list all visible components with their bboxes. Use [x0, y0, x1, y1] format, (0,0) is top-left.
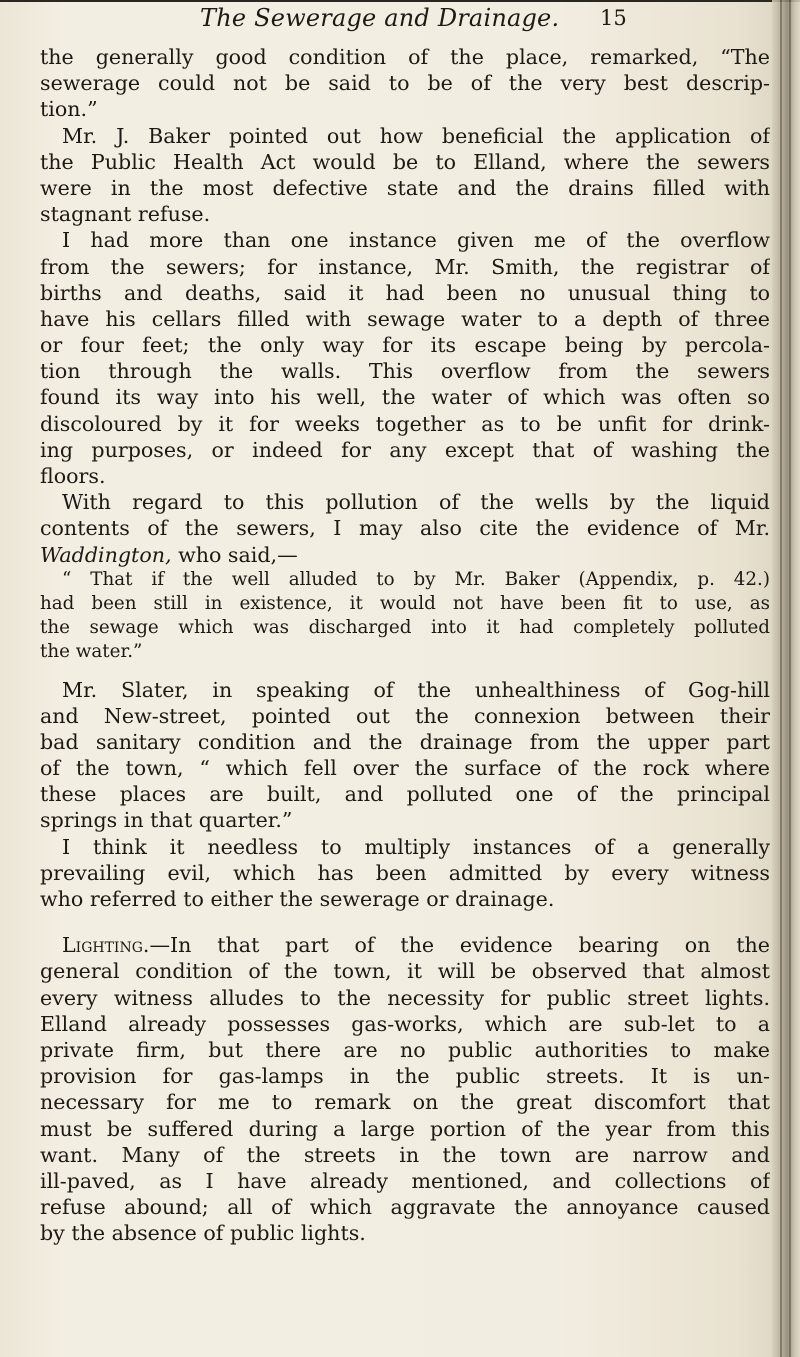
text-line: the water.”: [40, 641, 143, 663]
paragraph-2: [40, 123, 770, 228]
text-line: tion through the walls. This overflow from the sewers: [40, 359, 770, 384]
text-line: Elland already possesses gas-works, which are sub-let to a: [40, 1011, 770, 1036]
text-line: refuse abound; all of which aggravate the annoyance caused: [40, 1195, 770, 1220]
text-line: bad sanitary condition and the drainage from the upper part: [40, 729, 770, 754]
text-line: these places are built, and polluted one of the principal: [40, 782, 770, 807]
text-line: Mr. Slater, in speaking of the unhealthiness of Gog-hill: [62, 677, 770, 702]
paragraph-5: [40, 677, 770, 834]
text-line: from the sewers; for instance, Mr. Smith, the registrar of: [40, 254, 770, 279]
paragraph-3: [40, 227, 770, 489]
text-line: found its way into his well, the water of which was often so: [40, 385, 770, 410]
text-line: necessary for me to remark on the great discomfort that: [40, 1090, 770, 1115]
text-line: had been still in existence, it would not have been fit to use, as: [40, 592, 770, 614]
text-line: private firm, but there are no public authorities to make: [40, 1037, 770, 1062]
spine-line: [780, 0, 782, 1357]
text-line: Mr. J. Baker pointed out how beneficial the application of: [62, 123, 770, 148]
text-line: contents of the sewers, I may also cite the evidence of Mr.: [40, 516, 770, 541]
text-line: the Public Health Act would be to Elland, where the sewers: [40, 149, 770, 174]
text-line: [40, 932, 770, 958]
running-head: [40, 4, 770, 38]
body-text: [40, 44, 770, 1246]
text-line: general condition of the town, it will be observed that almost: [40, 959, 770, 984]
spacer: [40, 912, 770, 932]
text-line: want. Many of the streets in the town are narrow and: [40, 1142, 770, 1167]
text-line: tion.”: [40, 97, 98, 122]
text-line: or four feet; the only way for its escape being by percola-: [40, 333, 770, 358]
text-line: prevailing evil, which has been admitted by every witness: [40, 860, 770, 885]
text-line: have his cellars filled with sewage water to a depth of three: [40, 306, 770, 331]
text-line: I think it needless to multiply instances of a generally: [62, 834, 770, 859]
text-line: the sewage which was discharged into it had completely polluted: [40, 617, 770, 639]
paragraph-lighting: [40, 932, 770, 1246]
text-line: [40, 542, 770, 568]
text-line: every witness alludes to the necessity for public street lights.: [40, 985, 770, 1010]
text-line: With regard to this pollution of the wells by the liquid: [62, 490, 770, 515]
text-line: and New-street, pointed out the connexion between their: [40, 703, 770, 728]
text-line: births and deaths, said it had been no unusual thing to: [40, 280, 770, 305]
running-title: The Sewerage and Drainage.: [200, 4, 560, 32]
text-line: stagnant refuse.: [40, 202, 211, 227]
paragraph-4: [40, 489, 770, 568]
text-line: ing purposes, or indeed for any except that of washing the: [40, 437, 770, 462]
text-line: sewerage could not be said to be of the very best descrip-: [40, 71, 770, 96]
paragraph-1: [40, 44, 770, 123]
text-line: the generally good condition of the place, remarked, “The: [40, 45, 770, 69]
spine-line: [789, 0, 791, 1357]
top-rule: [0, 0, 800, 2]
section-heading-lighting: Lighting.: [62, 933, 150, 958]
text-line: must be suffered during a large portion of the year from this: [40, 1116, 770, 1141]
text-line: provision for gas-lamps in the public streets. It is un-: [40, 1064, 770, 1089]
text-line: of the town, “ which fell over the surface of the rock where: [40, 756, 770, 781]
text-line: springs in that quarter.”: [40, 808, 293, 833]
text-line: by the absence of public lights.: [40, 1221, 366, 1246]
text-line: “ That if the well alluded to by Mr. Baker (Appendix, p. 42.): [62, 568, 770, 590]
witness-name: Waddington,: [40, 542, 172, 567]
spacer: [40, 665, 770, 677]
text-line: discoloured by it for weeks together as to be unfit for drink-: [40, 411, 770, 436]
text-fragment: —In that part of the evidence bearing on the: [149, 933, 770, 958]
text-line: were in the most defective state and the drains filled with: [40, 175, 770, 200]
text-fragment: who said,—: [171, 542, 298, 567]
book-spine-edge: [772, 0, 800, 1357]
text-line: who referred to either the sewerage or drainage.: [40, 887, 555, 911]
text-line: floors.: [40, 464, 106, 488]
paragraph-6: [40, 834, 770, 913]
text-line: I had more than one instance given me of the overflow: [62, 228, 770, 253]
quoted-evidence: [40, 568, 770, 665]
page-number: 15: [600, 6, 627, 30]
text-line: ill-paved, as I have already mentioned, and collections of: [40, 1168, 770, 1193]
